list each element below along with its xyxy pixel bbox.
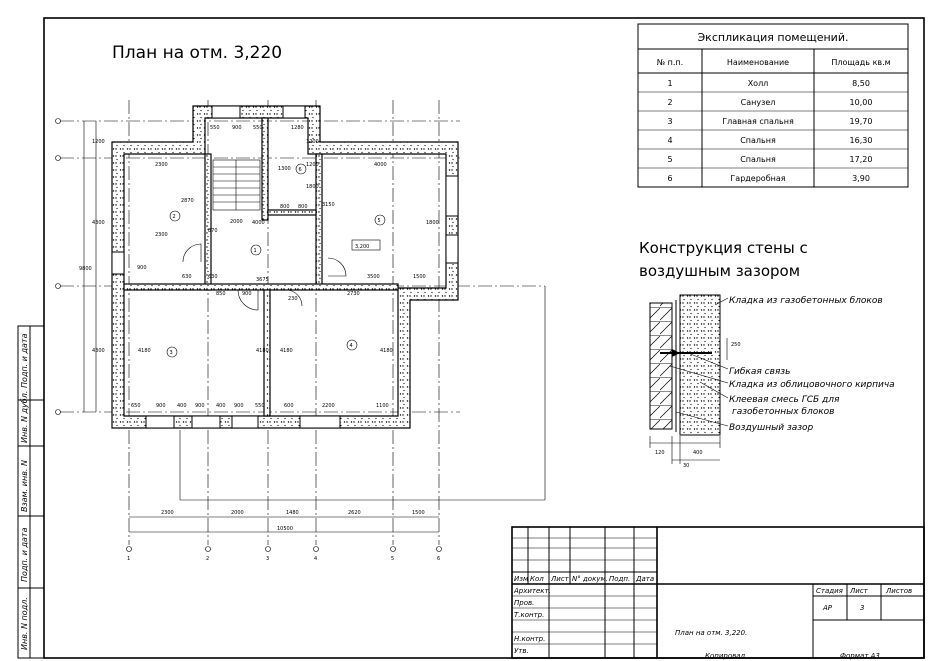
svg-text:600: 600 — [284, 403, 294, 409]
table-cell: 2 — [667, 98, 673, 107]
table-cell: Спальня — [740, 136, 776, 145]
explication-table — [638, 24, 908, 187]
svg-text:800: 800 — [280, 204, 290, 210]
title-block — [512, 527, 924, 660]
svg-text:2300: 2300 — [161, 510, 174, 516]
level-mark: 3,200 — [355, 244, 370, 250]
room-number: 3 — [169, 350, 173, 356]
svg-text:1300: 1300 — [278, 166, 291, 172]
table-cell: 1 — [667, 79, 673, 88]
svg-text:2000: 2000 — [231, 510, 244, 516]
stamp-col-header: Лист — [551, 575, 569, 583]
stamp-role: Архитект. — [514, 587, 551, 595]
wall-label: газобетонных блоков — [732, 407, 835, 417]
stamp-col-header: Дата — [636, 575, 655, 583]
table-cell: Санузел — [740, 98, 776, 107]
svg-text:2300: 2300 — [155, 232, 168, 238]
table-cell: 6 — [667, 174, 673, 183]
wall-label: Кладка из облицовочного кирпича — [729, 380, 895, 390]
room-number: 4 — [349, 343, 353, 349]
table-cell: Холл — [747, 79, 769, 88]
stamp-role: Н.контр. — [514, 635, 546, 643]
room-number: 5 — [377, 218, 381, 224]
floor-plan — [56, 100, 546, 562]
table-cell: 19,70 — [849, 117, 873, 126]
room-number: 2 — [172, 214, 176, 220]
stamp-copied: Копировал — [705, 652, 745, 660]
table-cell: Спальня — [740, 155, 776, 164]
interior-wall — [262, 118, 268, 220]
stamp-stage-header: Стадия — [816, 587, 843, 595]
table-cell: Главная спальня — [722, 117, 794, 126]
wall-label: Гибкая связь — [729, 367, 791, 377]
svg-text:900: 900 — [137, 265, 147, 271]
svg-text:2300: 2300 — [155, 162, 168, 168]
svg-text:550: 550 — [253, 125, 263, 131]
table-cell: 4 — [667, 136, 673, 145]
sidebar-label-sign-date-1: Подп. и дата — [20, 333, 29, 388]
table-cell: 5 — [667, 155, 673, 164]
svg-text:550: 550 — [255, 403, 265, 409]
svg-text:1500: 1500 — [412, 510, 425, 516]
staircase — [213, 160, 260, 210]
stamp-col-header: Изм — [514, 575, 529, 583]
axis-label: 6 — [437, 556, 441, 562]
stamp-role: Утв. — [514, 647, 529, 655]
table-cell: Гардеробная — [730, 174, 786, 183]
svg-text:900: 900 — [195, 403, 205, 409]
explication-header: Экспликация помещений. — [697, 31, 849, 44]
svg-text:3500: 3500 — [367, 274, 380, 280]
stamp-stage: АР — [823, 604, 833, 612]
col-header: Наименование — [726, 58, 790, 67]
aerated-concrete — [680, 295, 720, 435]
interior-wall — [124, 284, 398, 290]
svg-text:4000: 4000 — [374, 162, 387, 168]
svg-text:1100: 1100 — [376, 403, 389, 409]
svg-text:3150: 3150 — [322, 202, 335, 208]
table-cell: 3 — [667, 117, 673, 126]
wall-label: Кладка из газобетонных блоков — [729, 296, 883, 306]
interior-wall — [205, 154, 211, 290]
side-strip — [18, 326, 44, 658]
svg-text:1200: 1200 — [306, 139, 319, 145]
axis-label: 5 — [391, 556, 395, 562]
svg-text:2200: 2200 — [322, 403, 335, 409]
svg-text:400: 400 — [177, 403, 187, 409]
sidebar-label-dup-inv: Инв. N дубл. — [20, 390, 29, 443]
room-markers — [167, 164, 385, 357]
svg-text:4180: 4180 — [280, 348, 293, 354]
wall-dimension: 120 — [655, 450, 665, 456]
svg-text:4300: 4300 — [92, 220, 105, 226]
exterior-walls — [112, 106, 458, 428]
wall-label: Воздушный зазор — [729, 423, 814, 433]
svg-text:630: 630 — [182, 274, 192, 280]
svg-text:900: 900 — [234, 403, 244, 409]
plan-dimensions — [79, 125, 439, 532]
svg-text:850: 850 — [216, 291, 226, 297]
svg-text:900: 900 — [242, 291, 252, 297]
stamp-sheets-header: Листов — [886, 587, 913, 595]
wall-label: Клеевая смесь ГСБ для — [729, 395, 840, 405]
room-number: 6 — [298, 167, 302, 173]
col-header: № п.п. — [656, 58, 684, 67]
stamp-col-header: N° докум. — [572, 575, 608, 583]
svg-text:10500: 10500 — [277, 526, 293, 532]
svg-text:2000: 2000 — [230, 219, 243, 225]
stamp-col-header: Подп. — [609, 575, 631, 583]
svg-text:4300: 4300 — [92, 348, 105, 354]
table-cell: 3,90 — [852, 174, 870, 183]
svg-text:4180: 4180 — [138, 348, 151, 354]
wall-section-title: Конструкция стены с — [639, 239, 808, 257]
svg-text:2620: 2620 — [348, 510, 361, 516]
axis-label: 3 — [266, 556, 270, 562]
axis-label: 1 — [127, 556, 131, 562]
wall-section — [639, 239, 895, 469]
stamp-col-header: Кол — [530, 575, 544, 583]
svg-text:9800: 9800 — [79, 266, 92, 272]
svg-text:1800: 1800 — [306, 184, 319, 190]
room-number: 1 — [253, 248, 257, 254]
svg-text:4000: 4000 — [252, 220, 265, 226]
svg-text:1200: 1200 — [92, 139, 105, 145]
svg-text:2870: 2870 — [181, 198, 194, 204]
axis-label: 4 — [314, 556, 318, 562]
stamp-role: Т.контр. — [514, 611, 545, 619]
svg-text:1280: 1280 — [291, 125, 304, 131]
svg-text:900: 900 — [232, 125, 242, 131]
svg-text:550: 550 — [210, 125, 220, 131]
interior-wall — [268, 210, 316, 215]
sidebar-label-replace-inv: Взам. инв. N — [20, 460, 29, 512]
svg-text:1480: 1480 — [286, 510, 299, 516]
axis-label: 2 — [206, 556, 210, 562]
stamp-drawing-name: План на отм. 3,220. — [675, 629, 748, 637]
svg-text:3675: 3675 — [256, 277, 269, 283]
wall-dimension: 30 — [683, 463, 690, 469]
wall-dimension: 400 — [693, 450, 703, 456]
svg-text:650: 650 — [131, 403, 141, 409]
svg-text:4180: 4180 — [380, 348, 393, 354]
wall-dimension: 250 — [731, 342, 741, 348]
svg-text:400: 400 — [216, 403, 226, 409]
stamp-sheet: 3 — [860, 604, 865, 612]
col-header: Площадь кв.м — [831, 58, 891, 67]
svg-text:230: 230 — [288, 296, 298, 302]
table-cell: 16,30 — [849, 136, 873, 145]
sidebar-label-orig-inv: Инв. N подл. — [20, 597, 29, 650]
svg-text:1200: 1200 — [306, 162, 319, 168]
stamp-format: Формат А3 — [840, 652, 880, 660]
sidebar-label-sign-date-2: Подп. и дата — [20, 527, 29, 582]
svg-text:630: 630 — [208, 274, 218, 280]
facing-brick — [650, 303, 672, 429]
wall-section-title: воздушным зазором — [639, 262, 801, 280]
svg-text:900: 900 — [156, 403, 166, 409]
stamp-role: Пров. — [514, 599, 535, 607]
svg-text:870: 870 — [208, 228, 218, 234]
sheet-frame — [44, 18, 924, 658]
svg-text:800: 800 — [298, 204, 308, 210]
table-cell: 10,00 — [849, 98, 873, 107]
svg-text:1500: 1500 — [413, 274, 426, 280]
svg-text:1800: 1800 — [426, 220, 439, 226]
plan-title: План на отм. 3,220 — [112, 43, 283, 63]
svg-text:2730: 2730 — [347, 291, 360, 297]
svg-text:4180: 4180 — [256, 348, 269, 354]
interior-wall — [316, 154, 322, 286]
table-cell: 17,20 — [849, 155, 873, 164]
stamp-sheet-header: Лист — [850, 587, 868, 595]
table-cell: 8,50 — [852, 79, 870, 88]
